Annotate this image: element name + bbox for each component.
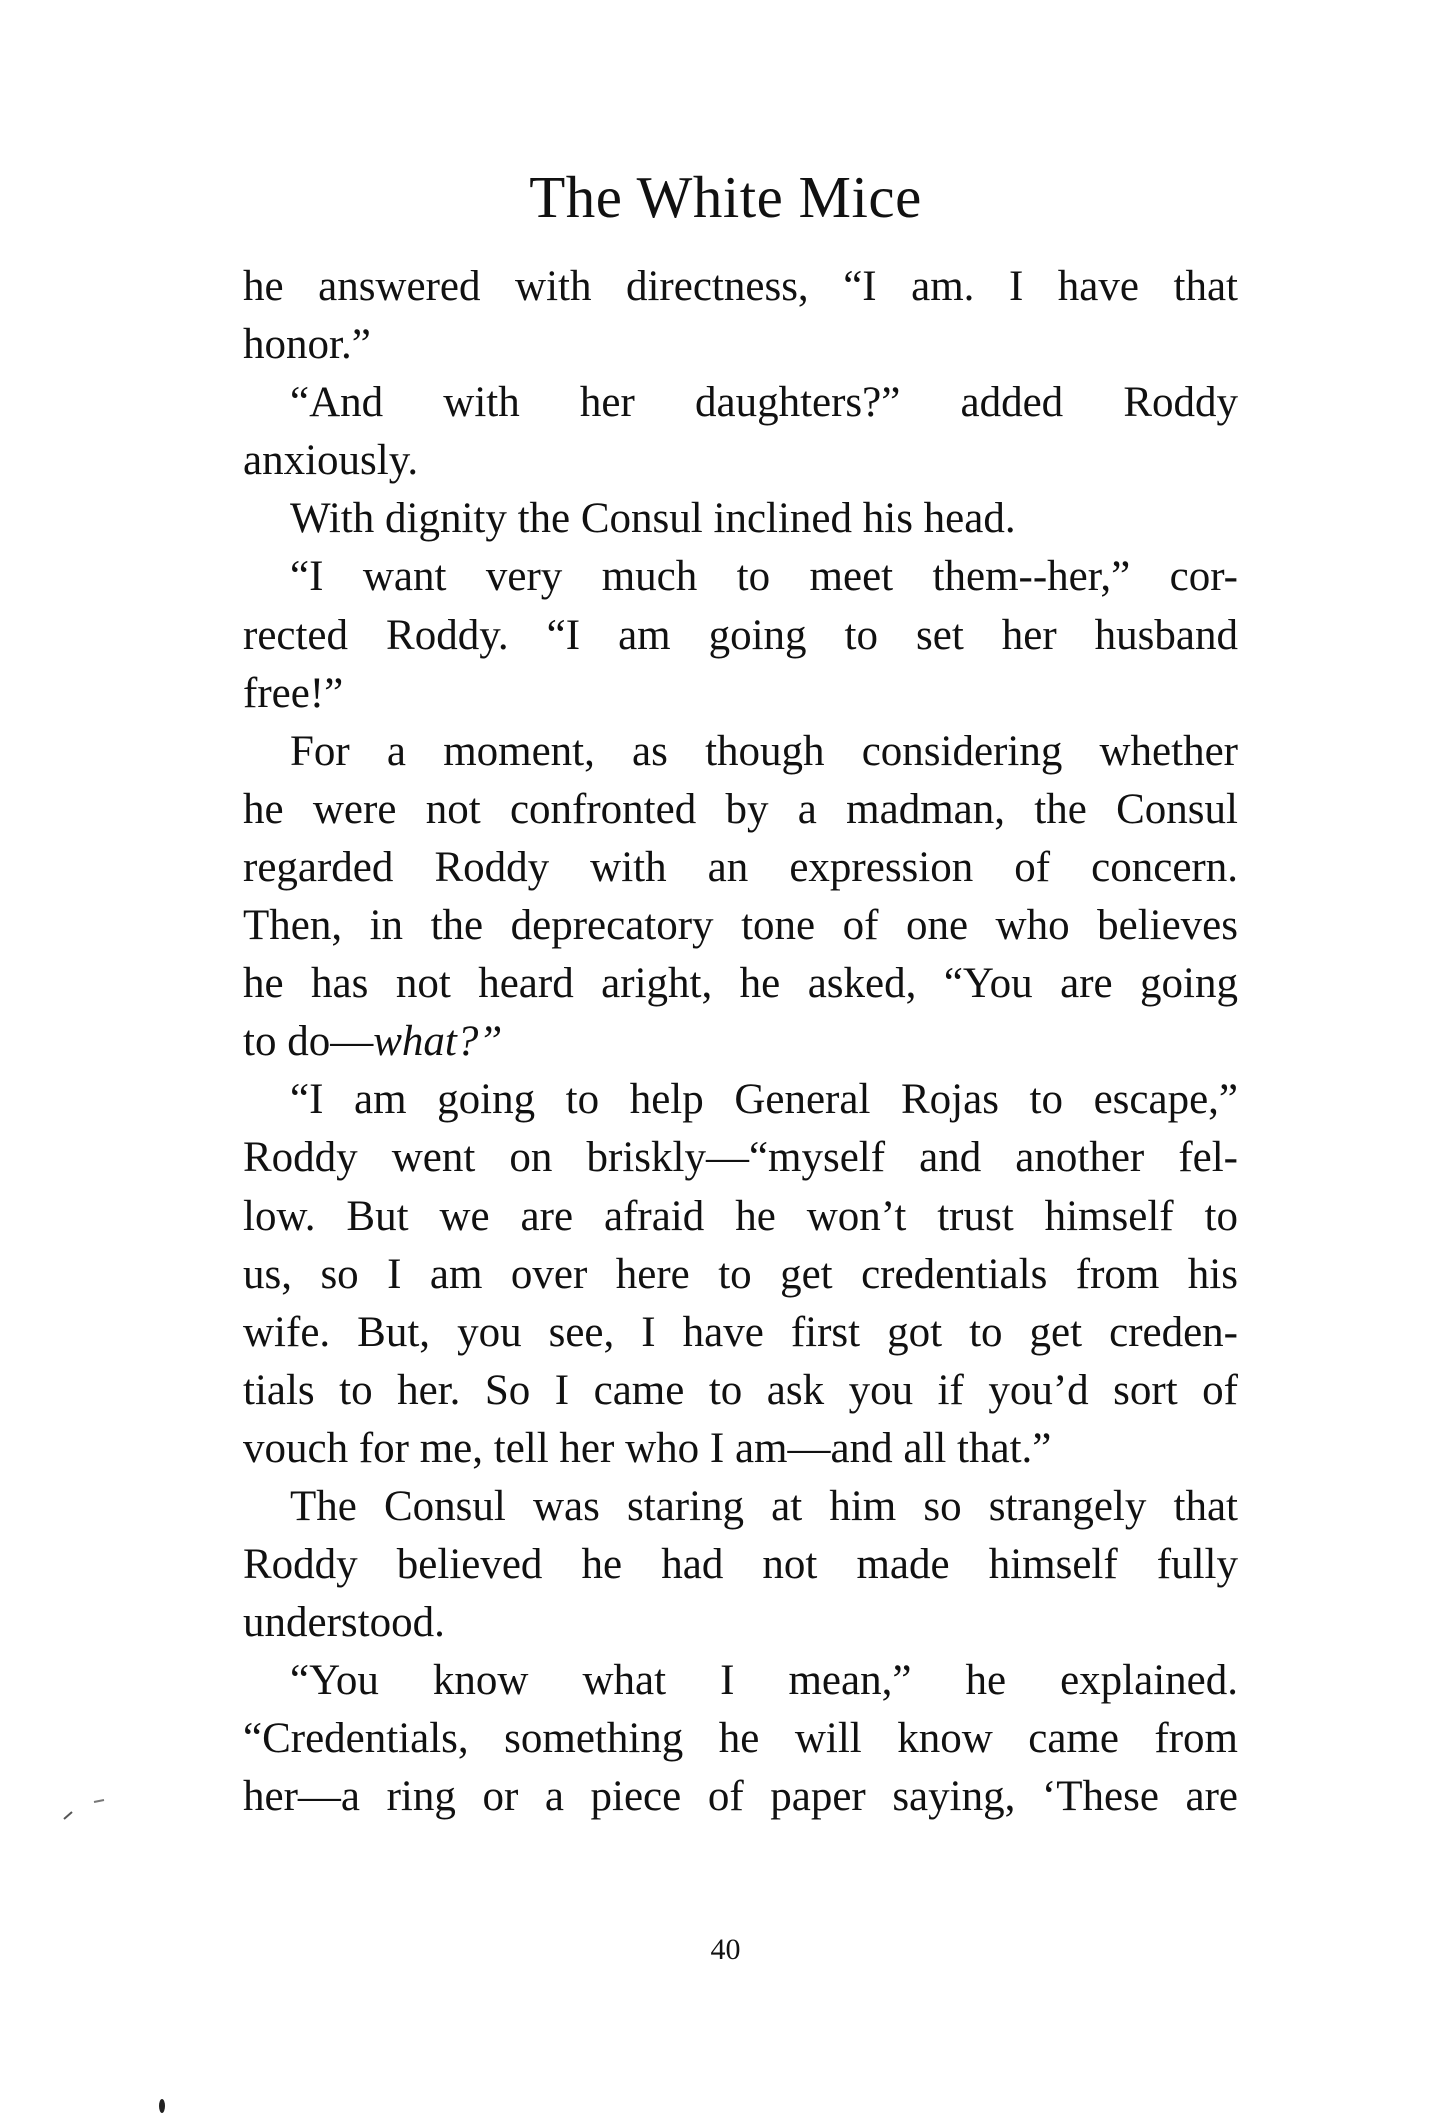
text-line: honor.” [243, 321, 371, 369]
text-line: he answered with directness, “I am. I have that [243, 263, 1238, 310]
text-line: “And with her daughters?” added Roddy [290, 379, 1238, 427]
text-line: anxiously. [243, 437, 419, 485]
text-line: Roddy believed he had not made himself fully [243, 1541, 1238, 1589]
bottom-speck-mark [158, 2098, 166, 2114]
text-line: “I am going to help General Rojas to escape,” [290, 1076, 1238, 1124]
page-number: 40 [710, 1933, 741, 1966]
text-line: tials to her. So I came to ask you if you’d sort of [243, 1366, 1238, 1414]
italic-word: what?” [373, 1018, 503, 1066]
text-line: he were not confronted by a madman, the Consul [243, 785, 1238, 833]
text-line: “You know what I mean,” he explained. [290, 1657, 1238, 1705]
margin-speck-mark [60, 1795, 108, 1823]
text-line: vouch for me, tell her who I am—and all that.” [243, 1424, 1052, 1472]
running-head: The White Mice [529, 164, 922, 230]
text-line: understood. [243, 1599, 445, 1647]
text-line: us, so I am over here to get credentials from his [243, 1250, 1238, 1298]
text-line: rected Roddy. “I am going to set her husband [243, 611, 1238, 659]
text-line-prefix: to do— [243, 1018, 374, 1066]
text-line: The Consul was staring at him so strangely that [290, 1482, 1238, 1530]
text-line: he has not heard aright, he asked, “You are going [243, 960, 1238, 1008]
text-line: With dignity the Consul inclined his head. [290, 495, 1016, 543]
text-line: wife. But, you see, I have first got to get creden- [243, 1308, 1238, 1356]
text-line: low. But we are afraid he won’t trust himself to [243, 1192, 1238, 1240]
text-line: Then, in the deprecatory tone of one who believes [243, 902, 1238, 950]
text-line: regarded Roddy with an expression of concern. [243, 843, 1238, 891]
text-line: Roddy went on briskly—“myself and another fel- [243, 1134, 1238, 1182]
text-line: her—a ring or a piece of paper saying, ‘These are [243, 1773, 1238, 1821]
text-line: “I want very much to meet them--her,” cor- [290, 553, 1238, 601]
text-line: For a moment, as though considering whether [290, 727, 1238, 775]
text-line: “Credentials, something he will know came from [243, 1715, 1238, 1763]
text-line [243, 1013, 1238, 1071]
body-text [243, 258, 1238, 1827]
text-line: free!” [243, 669, 344, 717]
